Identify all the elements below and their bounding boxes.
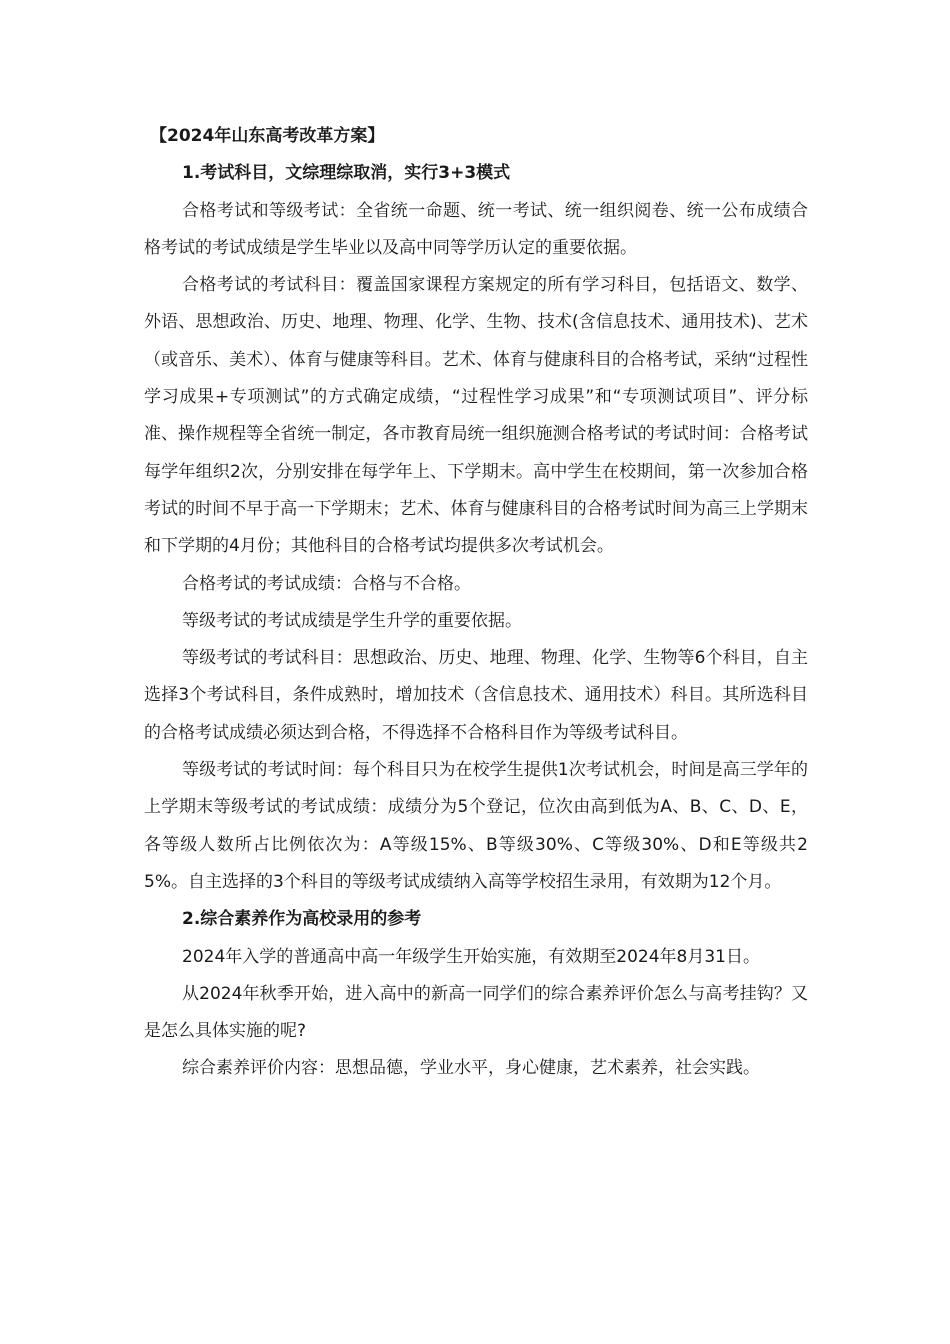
document-title: 【2024年山东高考改革方案】 [150, 126, 385, 146]
paragraph-grade-exam-time: 等级考试的考试时间：每个科目只为在校学生提供1次考试机会，时间是高三学年的上学期末等级考试的考试成绩：成绩分为5个登记，位次由高到低为A、B、C、D、E，各等级人数所占比例依次为：A等级15%、B等级30%、C等级30%、D和E等级共25%。自主选择的3个科目的等级考试成绩纳入高等学校招生录用，有效期为12个月。 [144, 760, 808, 892]
paragraph-exam-types: 合格考试和等级考试：全省统一命题、统一考试、统一组织阅卷、统一公布成绩合格考试的考试成绩是学生毕业以及高中同等学历认定的重要依据。 [144, 200, 808, 258]
paragraph-evaluation-content: 综合素养评价内容：思想品德，学业水平，身心健康，艺术素养，社会实践。 [182, 1058, 760, 1079]
paragraph-grade-results-importance: 等级考试的考试成绩是学生升学的重要依据。 [182, 610, 522, 631]
paragraph-autumn-question: 从2024年秋季开始，进入高中的新高一同学们的综合素养评价怎么与高考挂钩？又是怎么具体实施的呢? [144, 983, 808, 1042]
document-body [144, 118, 808, 1088]
paragraph-grade-subjects: 等级考试的考试科目：思想政治、历史、地理、物理、化学、生物等6个科目，自主选择3个考试科目，条件成熟时，增加技术（含信息技术、通用技术）科目。其所选科目的合格考试成绩必须达到合格，不得选择不合格科目作为等级考试科目。 [144, 648, 808, 743]
section-1-heading: 1.考试科目，文综理综取消，实行3+3模式 [182, 163, 511, 184]
paragraph-implementation-date: 2024年入学的普通高中高一年级学生开始实施，有效期至2024年8月31日。 [182, 946, 760, 967]
section-2-heading: 2.综合素养作为高校录用的参考 [182, 909, 422, 930]
paragraph-qualifying-subjects: 合格考试的考试科目：覆盖国家课程方案规定的所有学习科目，包括语文、数学、外语、思想政治、历史、地理、物理、化学、生物、技术(含信息技术、通用技术)、艺术（或音乐、美术）、体育与健康等科目。艺术、体育与健康科目的合格考试，采纳“过程性学习成果+专项测试”的方式确定成绩，“过程性学习成果”和“专项测试项目”、评分标准、操作规程等全省统一制定，各市教育局统一组织施测合格考试的考试时间：合格考试每学年组织2次，分别安排在每学年上、下学期末。高中学生在校期间，第一次参加合格考试的时间不早于高一下学期末；艺术、体育与健康科目的合格考试时间为高三上学期末和下学期的4月份；其他科目的合格考试均提供多次考试机会。 [144, 275, 808, 557]
paragraph-qualifying-results: 合格考试的考试成绩：合格与不合格。 [182, 573, 471, 594]
